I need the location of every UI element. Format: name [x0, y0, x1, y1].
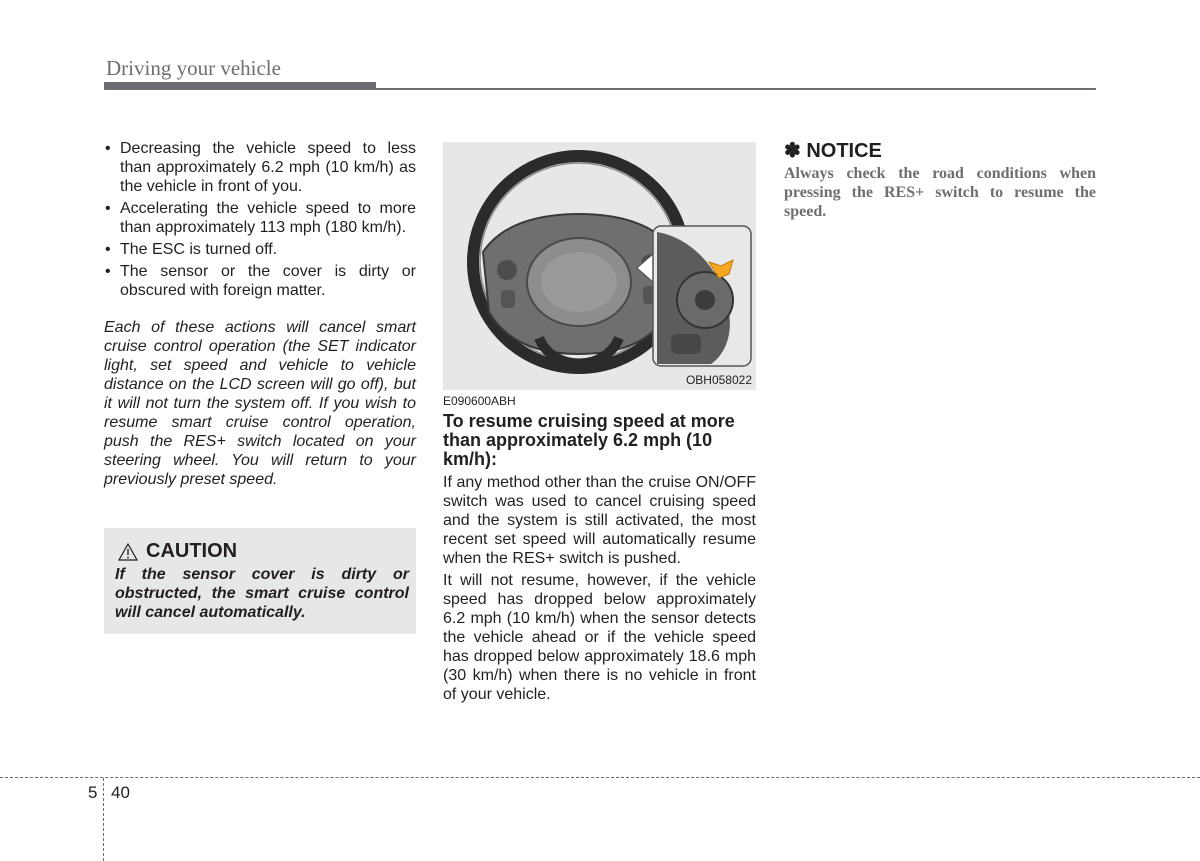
- caution-text: If the sensor cover is dirty or obstructed, the smart cruise control will cancel automatically.: [115, 566, 409, 621]
- footer-vertical-rule: [103, 778, 104, 861]
- page-number: 40: [111, 783, 130, 802]
- list-item: • The ESC is turned off.: [104, 240, 416, 259]
- figure-code: OBH058022: [685, 373, 752, 387]
- steering-wheel-figure: [443, 142, 756, 390]
- list-item: • Accelerating the vehicle speed to more than approximately 113 mph (180 km/h).: [104, 199, 416, 237]
- caution-heading: [118, 540, 237, 563]
- notice-block: [784, 140, 1096, 221]
- middle-column: [443, 394, 756, 707]
- page-header-title: Driving your vehicle: [106, 56, 281, 80]
- caution-box: [104, 528, 416, 634]
- notice-heading: ✽ NOTICE: [784, 140, 882, 162]
- section-ref-code: E090600ABH: [443, 394, 516, 408]
- steering-wheel-illustration: [443, 142, 756, 390]
- resume-heading: To resume cruising speed at more than approximately 6.2 mph (10 km/h):: [443, 411, 735, 469]
- chapter-number: 5: [88, 783, 98, 802]
- warning-triangle-icon: [118, 543, 138, 561]
- caution-label: CAUTION: [146, 540, 238, 562]
- header-rule-thick: [104, 82, 376, 90]
- left-column: [104, 139, 416, 489]
- list-item: • The sensor or the cover is dirty or obscured with foreign matter.: [104, 262, 416, 300]
- notice-text: Always check the road conditions when pressing the RES+ switch to resume the speed.: [784, 165, 1096, 220]
- footer-dashed-rule: [0, 777, 1200, 778]
- header-rule-thin: [376, 88, 1096, 90]
- resume-paragraph: If any method other than the cruise ON/OFF switch was used to cancel cruising speed and the system is still activated, the most recent set speed will automatically resume when the RES+ switch is pushed.: [443, 474, 756, 567]
- cancel-explanation-paragraph: Each of these actions will cancel smart cruise control operation (the SET indicator light, set speed and vehicle to vehicle distance on the LCD screen will go off), but it will not turn the system off. If you wish to resume smart cruise control operation, push the RES+ switch located on your steering wheel. You will return to your previously preset speed.: [104, 319, 416, 488]
- cancel-conditions-list: [104, 139, 416, 300]
- list-item: • Decreasing the vehicle speed to less than approximately 6.2 mph (10 km/h) as the vehicle in front of you.: [104, 139, 416, 196]
- resume-paragraph: It will not resume, however, if the vehicle speed has dropped below approximately 6.2 mph (10 km/h) when the sensor detects the vehicle ahead or if the vehicle speed has dropped below approximately 18.6 mph (30 km/h) when there is no vehicle in front of your vehicle.: [443, 572, 756, 703]
